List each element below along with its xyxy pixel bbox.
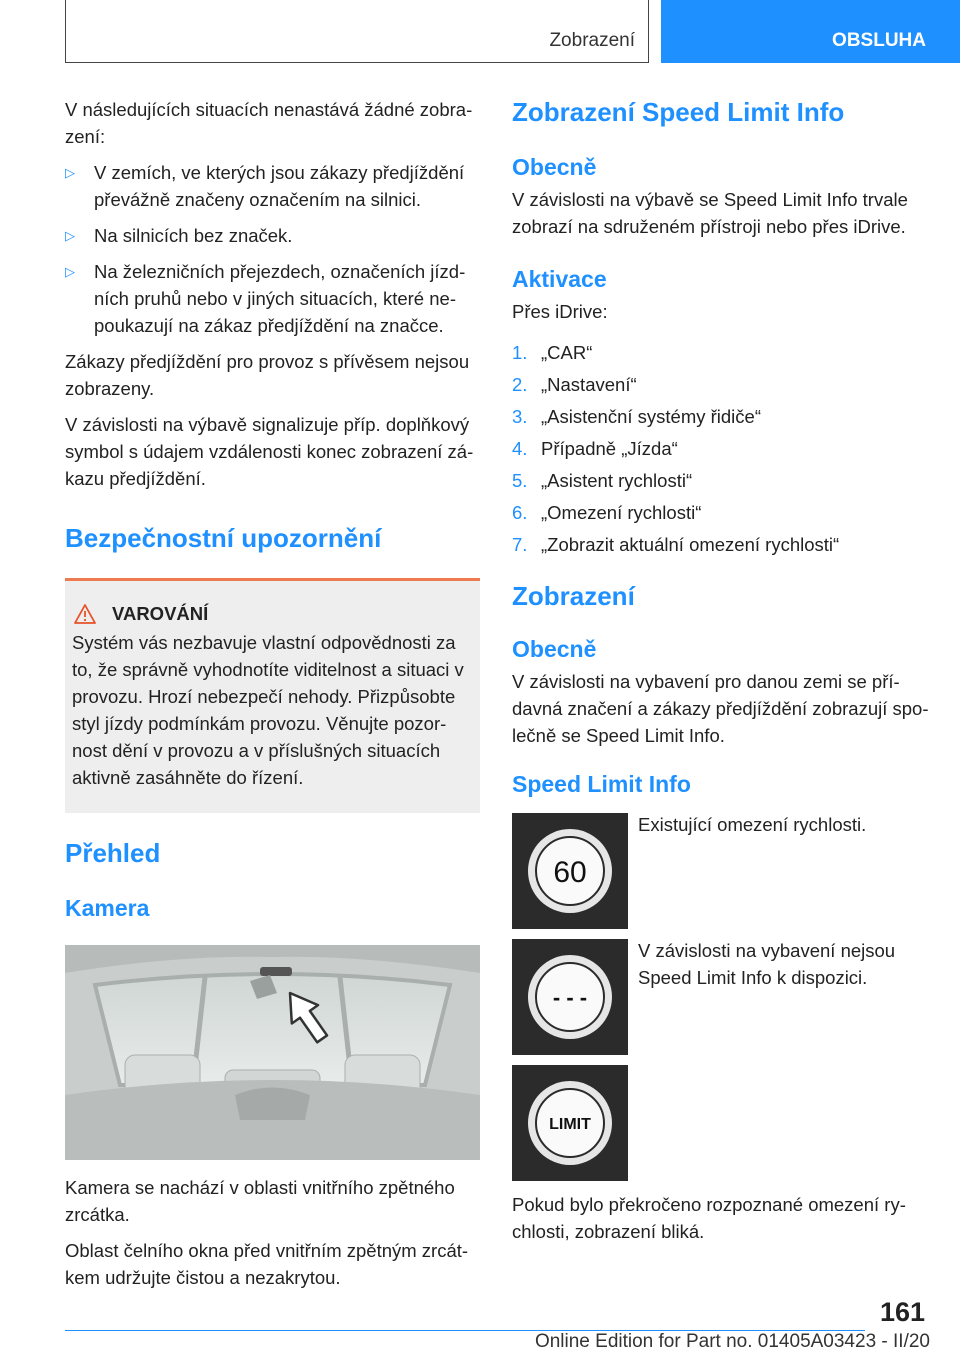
sign-label: 60 (553, 856, 587, 889)
list-item: 7. „Zobrazit aktuální omezení rychlosti“ (512, 534, 840, 555)
list-item: 3. „Asistenční systémy řidiče“ (512, 406, 761, 427)
sign-description: Existující omezení rychlosti. (638, 814, 867, 835)
footer-edition: Online Edition for Part no. 01405A03423 - II/20 (534, 1331, 930, 1352)
safety-heading: Bezpečnostní upozornění (65, 523, 382, 553)
activation-intro: Přes iDrive: (512, 301, 608, 322)
list-item: 1. „CAR“ (512, 342, 593, 363)
symbol-note: V závislosti na výbavě signalizuje příp. doplňkový symbol s údajem vzdálenosti konec zobrazení zákazu předjíždění. (65, 414, 474, 489)
intro-text: V následujících situacích nenastává žádné zobrazení: (65, 99, 473, 147)
sign-row (512, 939, 930, 1055)
warning-label: VAROVÁNÍ (112, 603, 209, 624)
trailer-note: Zákazy předjíždění pro provoz s přívěsem nejsou zobrazeny. (65, 351, 470, 399)
activation-steps (512, 339, 930, 558)
section-title: Zobrazení Speed Limit Info (512, 97, 845, 127)
sli-heading: Speed Limit Info (512, 771, 691, 797)
triangle-bullet-icon: ▷ (65, 165, 75, 180)
speed-limit-60-icon (512, 813, 628, 929)
warning-header (72, 603, 474, 625)
speed-limit-end-icon (512, 1065, 628, 1181)
header-chapter-tab: OBSLUHA (661, 0, 960, 63)
sign-label: LIMIT (549, 1116, 591, 1133)
list-item: ▷ V zemích, ve kterých jsou zákazy předjíždění převážně značeny označením na silnici. (65, 159, 480, 213)
page-number: 161 (879, 1297, 925, 1327)
situations-list (65, 159, 480, 339)
sign-row (512, 1065, 930, 1181)
camera-heading: Kamera (65, 895, 150, 921)
header-section-title: Zobrazení (549, 30, 635, 51)
warning-text: Systém vás nezbavuje vlastní odpovědnosti za to, že správně vyhodnotíte viditelnost a situaci v provozu. Hrozí nebezpečí nehody. Přizpůsobte styl jízdy podmínkám provozu. Věnujte pozornost dění v provozu a v příslušných situacích aktivně zasáhněte do řízení. (72, 632, 464, 788)
sign-row (512, 813, 930, 929)
triangle-bullet-icon: ▷ (65, 264, 75, 279)
warning-box (65, 578, 480, 813)
display-heading: Zobrazení (512, 581, 635, 611)
triangle-bullet-icon: ▷ (65, 228, 75, 243)
general2-heading: Obecně (512, 636, 597, 662)
warning-triangle-icon (74, 604, 96, 624)
sign-list (512, 813, 930, 1181)
speed-limit-unavailable-icon (512, 939, 628, 1055)
list-item: 2. „Nastavení“ (512, 374, 637, 395)
general2-text: V závislosti na vybavení pro danou zemi se přídavná značení a zákazy předjíždění zobrazují společně se Speed Limit Info. (512, 671, 929, 746)
sign-description: V závislosti na vybavení nejsou Speed Limit Info k dispozici. (638, 940, 896, 988)
overview-heading: Přehled (65, 838, 161, 868)
list-item: 6. „Omezení rychlosti“ (512, 502, 702, 523)
sign-label: - - - (552, 985, 588, 1010)
camera-clean-text: Oblast čelního okna před vnitřním zpětným zrcátkem udržujte čistou a nezakrytou. (65, 1240, 469, 1288)
list-item: ▷ Na silnicích bez značek. (65, 222, 480, 249)
general-text: V závislosti na výbavě se Speed Limit Info trvale zobrazí na sdruženém přístroji nebo přes iDrive. (512, 189, 908, 237)
list-item: ▷ Na železničních přejezdech, označeních jízdních pruhů nebo v jiných situacích, které nepoukazují na zákaz předjíždění na značce. (65, 258, 480, 339)
closing-text: Pokud bylo překročeno rozpoznané omezení rychlosti, zobrazení bliká. (512, 1194, 906, 1242)
right-column (512, 96, 930, 1254)
list-item: 4. Případně „Jízda“ (512, 438, 678, 459)
activation-heading: Aktivace (512, 266, 607, 292)
general-heading: Obecně (512, 154, 597, 180)
camera-photo (65, 945, 480, 1160)
camera-location-text: Kamera se nachází v oblasti vnitřního zpětného zrcátka. (65, 1177, 455, 1225)
left-column (65, 96, 480, 1300)
list-item: 5. „Asistent rychlosti“ (512, 470, 693, 491)
